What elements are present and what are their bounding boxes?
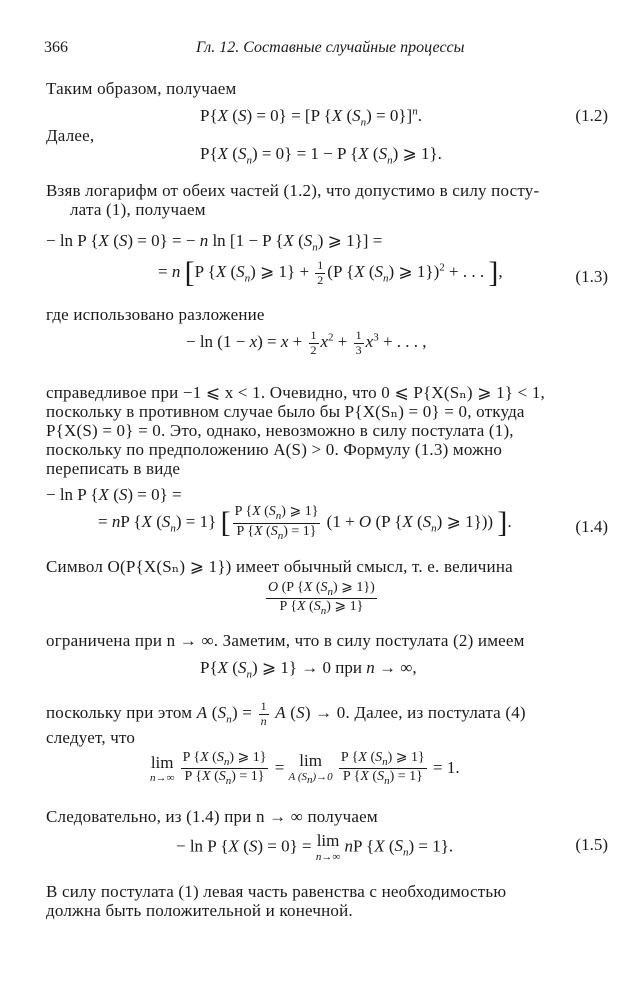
text-line: справедливое при −1 ⩽ x < 1. Очевидно, что 0 ⩽ P{X(Sₙ) ⩾ 1} < 1, bbox=[46, 383, 546, 402]
text-line: где использовано разложение bbox=[46, 305, 265, 324]
text-line: Далее, bbox=[46, 126, 95, 145]
equation-expansion: − ln (1 − x) = x + $\frac{1}{2}$ $x^2$ + $\frac{1}{3}$ $x^3$ + . . . , bbox=[186, 328, 427, 357]
text-line: поскольку при этом A $(S_n)$ = $\frac{1}{n}$ A (S) → 0. Далее, из постулата (4) bbox=[46, 699, 526, 728]
equation-limits: lim n→∞ $\frac{P \{X (S_n) ⩾ 1\}}{P \{X (S_n) = 1\}}$ = lim A $(S_n)\to 0$ $\frac{P \{X (S_n) ⩾ 1\}}{P \{X (S_n) = 1\}}$ = 1. bbox=[150, 750, 460, 788]
text-line: Символ O(P{X(Sₙ) ⩾ 1}) имеет обычный смысл, т. е. величина bbox=[46, 557, 513, 576]
equation-next: P{X $(S_n) = 0\} = 1 - P$ {X $(S_n)$ ⩾ 1}. bbox=[200, 144, 442, 167]
text-line: P{X(S) = 0} = 0. Это, однако, невозможно в силу постулата (1), bbox=[46, 421, 514, 440]
equation-number: (1.2) bbox=[575, 106, 608, 125]
text-line: переписать в виде bbox=[46, 459, 181, 478]
text-line: должна быть положительной и конечной. bbox=[46, 901, 353, 920]
equation-1-4-line1: − ln P {X (S) = 0} = bbox=[46, 485, 182, 504]
equation-1-2: P{X (S) = 0} = [P {X $(S_n) = 0\}]^n$. bbox=[200, 105, 422, 129]
text-line: следует, что bbox=[46, 728, 136, 747]
equation-number: (1.3) bbox=[575, 267, 608, 286]
text-line: ограничена при n → ∞. Заметим, что в силу постулата (2) имеем bbox=[46, 631, 525, 650]
equation-1-5: − ln P {X (S) = 0} = lim n→∞ nP {X $(S_n) = 1$}. bbox=[176, 831, 454, 863]
equation-1-4-line2: = nP {X $(S_n) = 1$} [ $\frac{P \{X (S_n) ⩾ 1\}}{P \{X (S_n) = 1\}}$ (1 + O (P {X $(S_n)$ ⩾ 1})) ]. bbox=[98, 504, 512, 542]
text-line: Взяв логарифм от обеих частей (1.2), что допустимо в силу посту- bbox=[46, 181, 540, 200]
equation-1-3-line1: − ln P {X (S) = 0} = − n ln [1 − P {X $(S_n)$ ⩾ 1}] = bbox=[46, 231, 383, 254]
running-title: Гл. 12. Составные случайные процессы bbox=[196, 39, 465, 56]
text-line: лата (1), получаем bbox=[70, 200, 206, 219]
text-line: В силу постулата (1) левая часть равенства с необходимостью bbox=[46, 882, 507, 901]
text-line: Следовательно, из (1.4) при n → ∞ получаем bbox=[46, 807, 378, 826]
text-line: Таким образом, получаем bbox=[46, 79, 237, 98]
equation-number: (1.5) bbox=[575, 835, 608, 854]
equation-ratio: $\frac{O (P \{X (S_n) ⩾ 1\})}{P \{X (S_n) ⩾ 1\}}$ bbox=[268, 580, 375, 618]
equation-limit-zero: P{X $(S_n)$ ⩾ 1} → 0 при n → ∞, bbox=[200, 658, 417, 681]
text-line: поскольку по предположению A(S) > 0. Формулу (1.3) можно bbox=[46, 440, 503, 459]
page-number: 366 bbox=[44, 39, 68, 56]
equation-1-3-line2: = n [P {X $(S_n)$ ⩾ 1} + $\frac{1}{2}$ (P {X $(S_n)$ ⩾ 1})$^2$ + . . . ], bbox=[158, 256, 503, 289]
text-line: поскольку в противном случае было бы P{X(Sₙ) = 0} = 0, откуда bbox=[46, 402, 525, 421]
equation-number: (1.4) bbox=[575, 517, 608, 536]
